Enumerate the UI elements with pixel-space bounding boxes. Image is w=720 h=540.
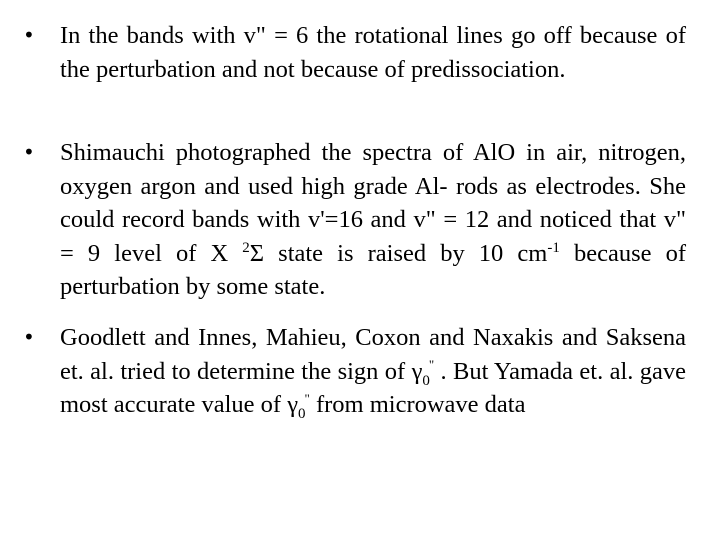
bullet-item-goodlett <box>23 321 686 422</box>
bullet-text-part: from microwave data <box>309 391 526 418</box>
bullet-text: In the bands with v" = 6 the rotational lines go off because of the perturbation and not because of predissociation. <box>60 22 686 83</box>
bullet-text-part: Σ state is raised by 10 cm <box>249 239 548 267</box>
gamma-symbol: γ <box>287 391 299 418</box>
gamma-double-prime: " <box>428 357 435 373</box>
bullet-dot: • <box>23 23 35 47</box>
state-superscript: 2 <box>242 239 250 256</box>
bullet-text-part: because of perturbation by some state. <box>60 239 686 300</box>
bullet-item-bands <box>23 19 686 86</box>
bullet-text-part: . But Yamada et. al. gave most accurate value of <box>60 357 686 418</box>
bullet-dot: • <box>23 325 35 349</box>
gamma-subscript: 0 <box>298 405 306 422</box>
bullet-text-part: Shimauchi photographed the spectra of AlO in air, nitrogen, oxygen argon and used high grade Al- rods as electrodes. She could record bands with v'=16 and v" = 12 and noticed that v" = 9 level of X <box>60 139 686 267</box>
bullet-dot: • <box>23 140 35 164</box>
unit-superscript: -1 <box>547 239 560 256</box>
gamma-subscript: 0 <box>422 372 430 389</box>
bullet-item-shimauchi <box>23 136 686 304</box>
gamma-double-prime: " <box>304 390 310 406</box>
gamma-symbol: γ <box>411 357 423 385</box>
bullet-text-part: Goodlett and Innes, Mahieu, Coxon and Naxakis and Saksena et. al. tried to determine the sign of <box>60 324 686 385</box>
